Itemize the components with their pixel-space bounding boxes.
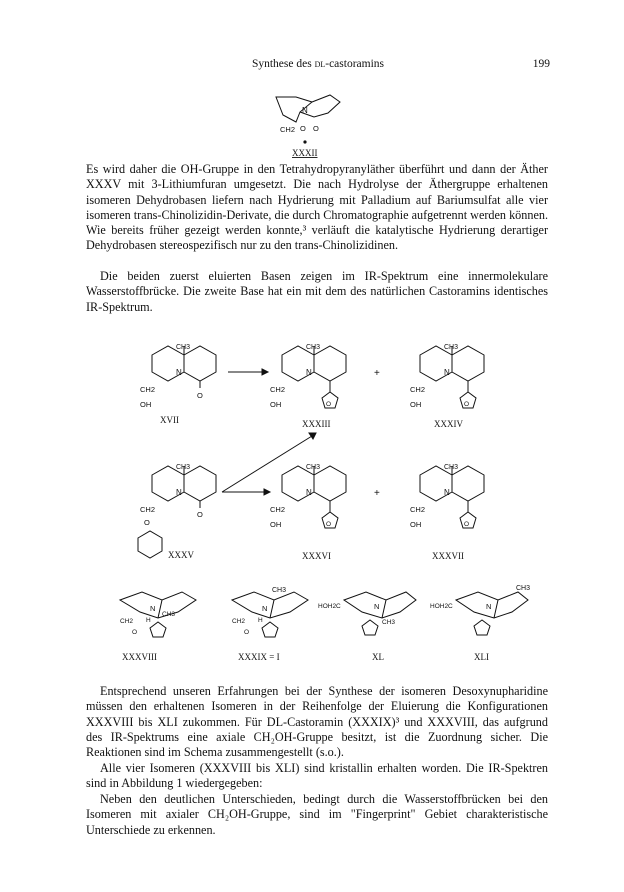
atom-ch3: CH3 xyxy=(162,611,176,618)
structure-label: XLI xyxy=(474,652,489,662)
atom-ch3: CH3 xyxy=(306,464,321,471)
structure-xvii xyxy=(140,344,216,425)
structure-label: XXXIV xyxy=(434,419,463,429)
atom-ch3: CH3 xyxy=(176,464,191,471)
atom-oh: OH xyxy=(410,520,422,529)
structure-xxxix xyxy=(232,587,308,662)
paragraph-3: Entsprechend unseren Erfahrungen bei der Synthese der isomeren Desoxynupharidine müssen den erhaltenen Isomeren in der Reihenfolge der Eluierung die Konfigurationen XXXVIII bis XLI zukommen. Für DL-Castoramin (XXXIX)³ und XXXVIII, das aufgrund des IR-Spektrums eine axiale CH₂OH-Gruppe besitzt, ist die Zuordnung sicher. Die Reaktionen sind im Schema zusammengestellt (s.o.). xyxy=(86,684,548,760)
atom-o: O xyxy=(197,510,203,519)
structure-xxxii xyxy=(276,95,340,158)
structure-label: XXXVIII xyxy=(122,652,157,662)
atom-n: N xyxy=(262,604,268,613)
atom-ch2: CH2 xyxy=(232,618,246,625)
atom-h: H xyxy=(258,617,263,624)
paragraph-1: Es wird daher die OH-Gruppe in den Tetrahydropyranyläther überführt und dann der Äther XXXV mit 3-Lithiumfuran umgesetzt. Die nach Hydrolyse der Äthergruppe erhaltenen isomeren Dehydrobasen liefern nach Hydrierung mit Palladium auf Bariumsulfat alle vier isomeren trans-Chinolizidin-Derivate, die durch Chromatographie aufgetrennt werden können. Wie bereits früher gezeigt werden konnte,³ verläuft die katalytische Hydrierung derartiger Dehydrobasen stereospezifisch nur zu den trans-Chinolizidinen. xyxy=(86,162,548,253)
atom-ch2: CH2 xyxy=(270,505,286,514)
structure-xxxiii xyxy=(270,344,346,429)
atom-ch3: CH3 xyxy=(382,619,396,626)
plus-sign: + xyxy=(374,368,380,379)
atom-hoh2c: HOH2C xyxy=(318,603,341,610)
atom-o: O xyxy=(300,124,306,133)
atom-o: O xyxy=(244,629,250,636)
structure-xxxvi xyxy=(270,464,346,561)
atom-n: N xyxy=(444,368,450,377)
atom-ch3: CH3 xyxy=(306,344,321,351)
plus-sign: + xyxy=(374,488,380,499)
paragraph-5: Neben den deutlichen Unterschieden, bedingt durch die Wasserstoffbrücken bei den Isomeren mit axialer CH₂OH-Gruppe, sind im "Fingerprint" Gebiet charakteristische Unterschiede zu erkennen. xyxy=(86,792,548,837)
structure-label: XXXVII xyxy=(432,551,464,561)
atom-ch3: CH3 xyxy=(444,344,459,351)
atom-n: N xyxy=(306,488,312,497)
atom-ch2: CH2 xyxy=(120,618,134,625)
atom-n: N xyxy=(176,488,182,497)
atom-ch2: CH2 xyxy=(140,505,156,514)
structure-xxxviii xyxy=(120,592,196,662)
atom-ch3: CH3 xyxy=(516,585,531,592)
structure-label: XXXIX = I xyxy=(238,652,280,662)
atom-n: N xyxy=(374,602,380,611)
structure-label: XVII xyxy=(160,415,179,425)
atom-o: O xyxy=(144,518,150,527)
atom-ch3: CH3 xyxy=(272,587,287,594)
atom-o: O xyxy=(197,391,203,400)
structure-xxxvii xyxy=(410,464,484,561)
atom-n: N xyxy=(302,106,308,115)
atom-o: O xyxy=(326,521,332,528)
atom-ch3: CH3 xyxy=(176,344,191,351)
structure-xxxv xyxy=(138,464,216,560)
atom-ch2: CH2 xyxy=(280,125,296,134)
atom-o: O xyxy=(326,401,332,408)
running-title: Synthese des dl-castoramins xyxy=(251,58,385,70)
structure-label: XL xyxy=(372,652,384,662)
atom-ch2: CH2 xyxy=(270,385,286,394)
atom-ch2: CH2 xyxy=(410,505,426,514)
atom-ch2: CH2 xyxy=(410,385,426,394)
atom-n: N xyxy=(486,602,492,611)
structure-xl xyxy=(318,592,416,662)
paragraph-4: Alle vier Isomeren (XXXVIII bis XLI) sind kristallin erhalten worden. Die IR-Spektren sind in Abbildung 1 wiedergegeben: xyxy=(86,761,548,791)
atom-o: O xyxy=(132,629,138,636)
paragraph-2: Die beiden zuerst eluierten Basen zeigen im IR-Spektrum eine innermolekulare Wasserstoffbrücke. Die zweite Base hat ein mit dem des natürlichen Castoramins identisches IR-Spektrum. xyxy=(86,269,548,314)
atom-n: N xyxy=(150,604,156,613)
page-number: 199 xyxy=(532,58,550,70)
atom-ch3: CH3 xyxy=(444,464,459,471)
atom-ch2: CH2 xyxy=(140,385,156,394)
atom-hoh2c: HOH2C xyxy=(430,603,453,610)
structure-xxxiv xyxy=(410,344,484,429)
structure-label: XXXIII xyxy=(302,419,331,429)
atom-oh: OH xyxy=(410,400,422,409)
atom-n: N xyxy=(444,488,450,497)
structure-label: XXXVI xyxy=(302,551,331,561)
atom-n: N xyxy=(306,368,312,377)
atom-oh: OH xyxy=(270,400,282,409)
structure-label: XXXII xyxy=(292,148,318,158)
atom-o: O xyxy=(464,401,470,408)
atom-h: H xyxy=(146,617,151,624)
structure-label: XXXV xyxy=(168,550,194,560)
atom-o: O xyxy=(313,124,319,133)
structure-xli xyxy=(430,585,530,662)
atom-oh: OH xyxy=(270,520,282,529)
atom-n: N xyxy=(176,368,182,377)
atom-o: O xyxy=(464,521,470,528)
atom-oh: OH xyxy=(140,400,152,409)
